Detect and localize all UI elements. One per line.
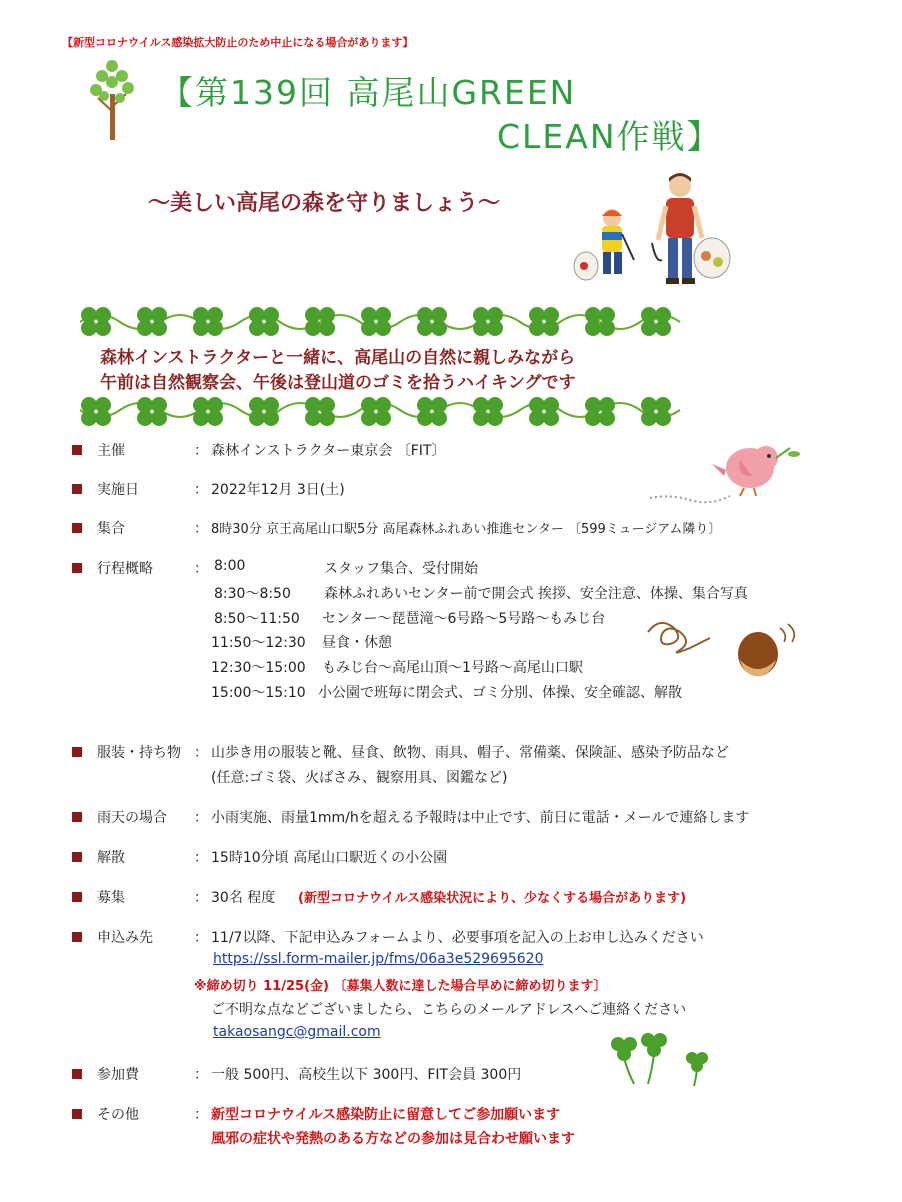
schedule-desc: スタッフ集合、受付開始 (324, 561, 478, 577)
bullet-icon (72, 445, 82, 455)
items-optional: (任意:ゴミ袋、火ばさみ、観察用具、図鑑など) (211, 770, 508, 786)
colon: ： (194, 930, 208, 946)
page-title-line2: CLEAN作戦】 (497, 117, 722, 156)
fee-value: 一般 500円、高校生以下 300円、FIT会員 300円 (211, 1067, 522, 1083)
clover-vine-top-icon (80, 298, 692, 344)
clover-sprig-icon (604, 1028, 714, 1088)
bullet-icon (72, 812, 82, 822)
schedule-desc: もみじ台～高尾山頂～1号路～高尾山口駅 (322, 660, 583, 676)
schedule-label: 行程概略 (97, 561, 153, 577)
other-note-1: 新型コロナウイルス感染防止に留意してご参加願います (211, 1107, 561, 1123)
tree-icon (88, 56, 138, 142)
items-value: 山歩き用の服装と靴、昼食、飲物、雨具、帽子、常備薬、保険証、感染予防品など (211, 745, 729, 761)
schedule-time: 8:50～11:50 (214, 611, 300, 627)
other-label: その他 (97, 1107, 139, 1123)
colon: ： (194, 521, 208, 537)
bullet-icon (72, 484, 82, 494)
schedule-time: 8:30～8:50 (214, 586, 291, 602)
dismiss-value: 15時10分頃 高尾山口駅近くの小公園 (211, 850, 448, 866)
bullet-icon (72, 852, 82, 862)
schedule-time: 12:30～15:00 (211, 660, 306, 676)
cancellation-notice: 【新型コロナウイルス感染拡大防止のため中止になる場合があります】 (62, 36, 414, 49)
date-label: 実施日 (97, 482, 139, 498)
page-subtitle: ～美しい高尾の森を守りましょう～ (148, 191, 501, 216)
meeting-label: 集合 (97, 521, 125, 537)
colon: ： (194, 850, 208, 866)
bullet-icon (72, 892, 82, 902)
application-form-link[interactable]: https://ssl.form-mailer.jp/fms/06a3e529695620 (213, 951, 544, 967)
items-label: 服装・持ち物 (97, 745, 181, 761)
rain-label: 雨天の場合 (97, 810, 167, 826)
organizer-value: 森林インストラクター東京会 〔FIT〕 (211, 443, 446, 459)
bullet-icon (72, 747, 82, 757)
deadline-note: ※締め切り 11/25(金) 〔募集人数に達した場合早めに締め切ります〕 (194, 979, 607, 994)
bullet-icon (72, 1069, 82, 1079)
organizer-label: 主催 (97, 443, 125, 459)
schedule-desc: 小公園で班毎に閉会式、ゴミ分別、体操、安全確認、解散 (318, 685, 682, 701)
bullet-icon (72, 932, 82, 942)
schedule-desc: 森林ふれあいセンター前で開会式 挨拶、安全注意、体操、集合写真 (324, 586, 748, 602)
apply-label: 申込み先 (97, 930, 153, 946)
clover-vine-bottom-icon (80, 388, 692, 434)
bird-icon (640, 436, 810, 516)
tagline-line1: 森林インストラクターと一緒に、高尾山の自然に親しみながら (100, 348, 576, 368)
meeting-value: 8時30分 京王高尾山口駅5分 高尾森林ふれあい推進センター 〔599ミュージアム隣り〕 (211, 522, 722, 537)
colon: ： (194, 482, 208, 498)
colon: ： (194, 1067, 208, 1083)
colon: ： (194, 810, 208, 826)
recruit-value: 30名 程度 (211, 890, 276, 906)
colon: ： (194, 443, 208, 459)
recruit-label: 募集 (97, 890, 125, 906)
contact-email-link[interactable]: takaosangc@gmail.com (213, 1024, 381, 1040)
other-note-2: 風邪の症状や発熱のある方などの参加は見合わせ願います (211, 1131, 575, 1147)
schedule-time: 11:50～12:30 (211, 635, 306, 651)
fee-label: 参加費 (97, 1067, 139, 1083)
schedule-time: 8:00 (214, 558, 246, 574)
rain-value: 小雨実施、雨量1mm/hを超える予報時は中止です、前日に電話・メールで連絡します (211, 810, 750, 826)
apply-value: 11/7以降、下記申込みフォームより、必要事項を記入の上お申し込みください (211, 930, 704, 946)
colon: ： (194, 1107, 208, 1123)
hikers-illustration-icon (572, 168, 742, 292)
schedule-time: 15:00～15:10 (211, 685, 306, 701)
contact-note: ご不明な点などございましたら、こちらのメールアドレスへご連絡ください (211, 1002, 687, 1018)
date-value: 2022年12月 3日(土) (211, 482, 345, 498)
schedule-desc: センター～琵琶滝～6号路～5号路～もみじ台 (322, 611, 606, 627)
colon: ： (194, 745, 208, 761)
colon: ： (194, 561, 208, 577)
bullet-icon (72, 1109, 82, 1119)
dismiss-label: 解散 (97, 850, 125, 866)
page-title-line1: 【第139回 高尾山GREEN (160, 73, 577, 112)
bullet-icon (72, 563, 82, 573)
chestnut-icon (640, 608, 800, 684)
schedule-desc: 昼食・休憩 (322, 635, 392, 651)
recruit-note: (新型コロナウイルス感染状況により、少なくする場合があります) (298, 891, 687, 906)
tagline-line2: 午前は自然観察会、午後は登山道のゴミを拾うハイキングです (100, 373, 576, 393)
bullet-icon (72, 523, 82, 533)
colon: ： (194, 890, 208, 906)
